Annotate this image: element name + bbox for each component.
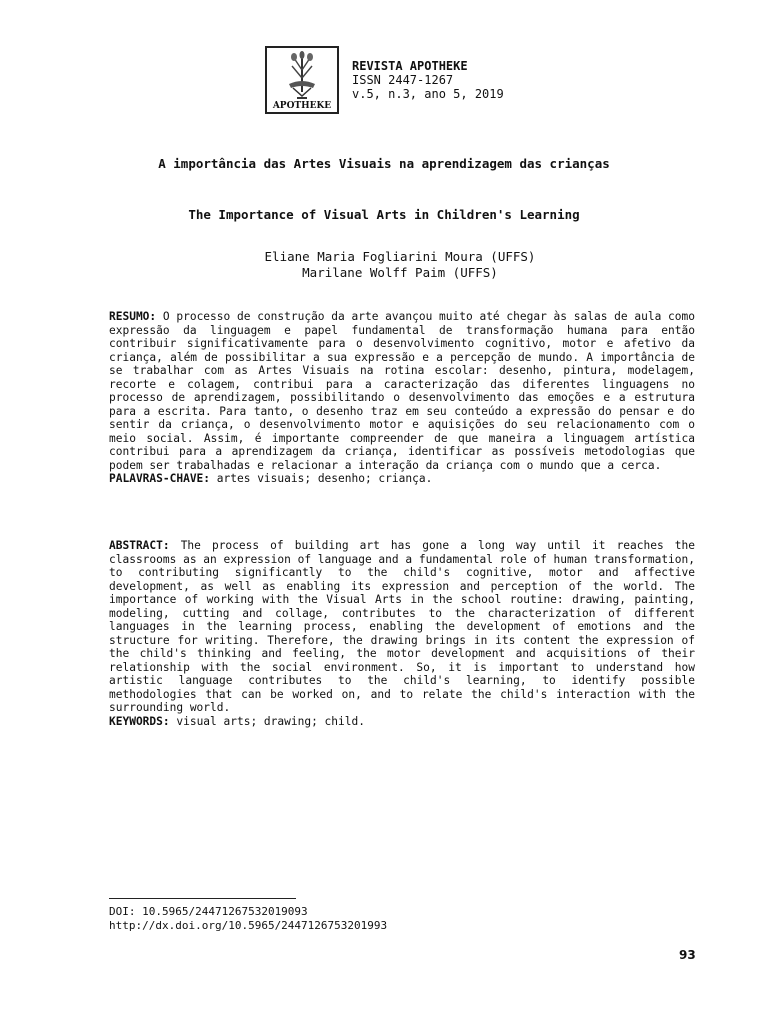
abstract-text: The process of building art has gone a long way until it reaches the classrooms as an expression of language and a fundamental role of human transformation, to contributing significantly to the child's cognitive, motor and affective development, as well as enabling its expression and perception of the world. The importance of working with the Visual Arts in the school routine: drawing, painting, modeling, cutting and collage, contributes to the characterization of different languages in the learning process, enabling the development of emotions and the structure for writing. Therefore, the drawing brings in its content the expression of the child's thinking and feeling, the motor development and acquisitions of their relationship with the social environment. So, it is important to understand how artistic language contributes to the child's learning, to identify possible methodologies that can be worked on, and to relate the child's interaction with the surrounding world. bbox=[109, 539, 695, 714]
footnote bbox=[109, 905, 387, 933]
resumo-text: O processo de construção da arte avançou muito até chegar às salas de aula como expressão da linguagem e papel fundamental de transformação humana para então contribuir significativamente para o desenvolvimento cognitivo, motor e afetivo da criança, além de possibilitar a sua expressão e a percepção de mundo. A importância de se trabalhar com as Artes Visuais na rotina escolar: desenho, pintura, modelagem, recorte e colagem, contribui para a caracterização das diferentes linguagens no processo de aprendizagem, possibilitando o desenvolvimento das emoções e a estrutura para a escrita. Para tanto, o desenho traz em seu conteúdo a expressão do pensar e do sentir da criança, o desenvolvimento motor e aquisições do seu relacionamento com o meio social. Assim, é importante compreender de que maneira a linguagem artística contribui para a aprendizagem da criança, identificar as possíveis metodologias que podem ser trabalhadas e relacionar a interação da criança com o mundo que a cerca. bbox=[109, 310, 695, 472]
keywords bbox=[109, 715, 695, 729]
journal-header bbox=[352, 59, 504, 101]
abstract-paragraph bbox=[109, 539, 695, 715]
journal-logo bbox=[265, 46, 339, 114]
keywords-text: visual arts; drawing; child. bbox=[169, 714, 365, 728]
author-2: Marilane Wolff Paim (UFFS) bbox=[302, 265, 498, 280]
resumo-label: RESUMO: bbox=[109, 310, 157, 323]
resumo-section bbox=[109, 310, 695, 486]
author-1: Eliane Maria Fogliarini Moura (UFFS) bbox=[264, 249, 536, 264]
abstract-section bbox=[109, 539, 695, 728]
issn: ISSN 2447-1267 bbox=[352, 73, 454, 87]
footnote-divider bbox=[109, 898, 296, 899]
article-title-pt: A importância das Artes Visuais na aprendizagem das crianças bbox=[158, 156, 610, 171]
authors bbox=[0, 249, 768, 281]
article-title-en: The Importance of Visual Arts in Children's Learning bbox=[188, 207, 580, 222]
palavras-chave-label: PALAVRAS-CHAVE: bbox=[109, 472, 211, 485]
resumo-paragraph bbox=[109, 310, 695, 472]
palavras-chave bbox=[109, 472, 695, 486]
doi-link[interactable]: http://dx.doi.org/10.5965/2447126753201993 bbox=[109, 919, 388, 932]
page-number: 93 bbox=[679, 948, 696, 962]
journal-name: REVISTA APOTHEKE bbox=[352, 59, 468, 73]
volume-info: v.5, n.3, ano 5, 2019 bbox=[352, 87, 504, 101]
abstract-label: ABSTRACT: bbox=[109, 539, 170, 552]
palavras-chave-text: artes visuais; desenho; criança. bbox=[210, 472, 433, 485]
logo-text: APOTHEKE bbox=[272, 101, 332, 111]
doi: DOI: 10.5965/24471267532019093 bbox=[109, 905, 308, 918]
keywords-label: KEYWORDS: bbox=[109, 714, 170, 728]
